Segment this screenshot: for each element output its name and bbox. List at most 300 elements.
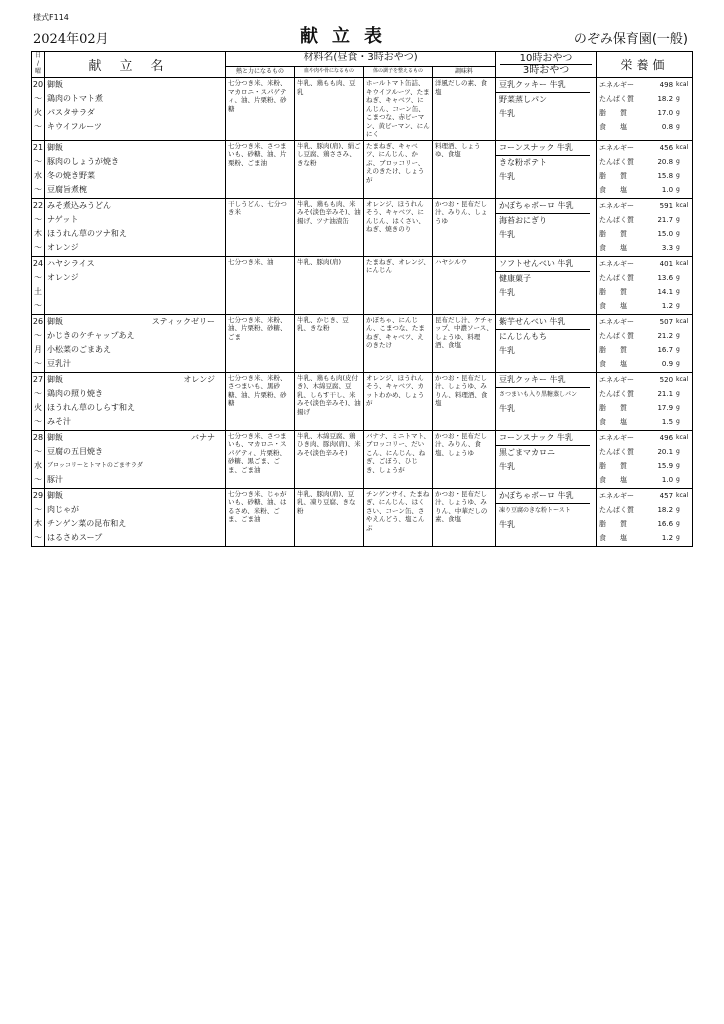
day-sep: 〜 xyxy=(34,416,42,426)
dish-name: オレンジ xyxy=(47,272,79,282)
ing-seasoning-cell: ハヤシルウ xyxy=(433,256,496,314)
snack-am: 豆乳クッキー 牛乳 xyxy=(496,373,590,388)
nutrient-unit: g xyxy=(676,95,680,102)
nutrient-label: エネルギー xyxy=(599,201,635,210)
nutrient-unit: g xyxy=(676,403,680,411)
day-row xyxy=(32,314,693,372)
dish-name: 鶏肉の照り焼き xyxy=(47,388,103,398)
weekday: 木 xyxy=(34,518,42,528)
dish-name: みそ汁 xyxy=(47,416,71,426)
day-row xyxy=(32,488,693,546)
menu-rows xyxy=(32,78,693,547)
nutrition-line xyxy=(597,120,692,134)
snack-cell xyxy=(496,198,597,256)
ing-protein-cell: 牛乳、豚肉(肩)、豆乳、凍り豆腐、きな粉 xyxy=(295,488,364,546)
nutrient-value: 0.8 xyxy=(661,123,674,131)
nutrient-label: 食 塩 xyxy=(599,301,628,310)
dish-line xyxy=(45,169,225,183)
dish-line xyxy=(45,315,225,329)
nutrient-unit: g xyxy=(676,157,680,165)
weekday: 火 xyxy=(34,402,42,412)
snack-cell xyxy=(496,140,597,198)
day-cell xyxy=(32,78,45,141)
snack-pm-drink: 牛乳 xyxy=(499,461,516,471)
dish-line xyxy=(45,517,225,531)
day-number: 29 xyxy=(32,490,44,500)
nutrition-line xyxy=(597,213,692,227)
snack-pm-drink: 牛乳 xyxy=(499,519,516,529)
nutrient-label: たんぱく質 xyxy=(599,215,635,224)
nutrition-line xyxy=(597,257,692,271)
day-number: 27 xyxy=(32,374,44,384)
dish-line xyxy=(45,531,225,545)
dish-name: 御飯 xyxy=(47,142,63,152)
nutrient-unit: g xyxy=(676,533,680,541)
nutrition-line xyxy=(597,489,692,503)
day-sep: 〜 xyxy=(34,300,42,310)
day-sep: 〜 xyxy=(34,358,42,368)
nutrition-cell xyxy=(597,372,693,430)
day-sep: 〜 xyxy=(34,504,42,514)
dish-line xyxy=(45,241,225,255)
nutrient-label: 食 塩 xyxy=(599,243,628,252)
day-cell xyxy=(32,140,45,198)
nutrient-label: エネルギー xyxy=(599,143,635,152)
nutrition-header: 栄養価 xyxy=(597,52,693,78)
nutrition-line xyxy=(597,503,692,517)
nutrient-label: 脂 質 xyxy=(599,461,628,470)
snack-am: コーンスナック 牛乳 xyxy=(496,431,590,446)
nutrient-unit: g xyxy=(676,215,680,223)
menu-table xyxy=(31,51,693,547)
nutrient-label: 食 塩 xyxy=(599,185,628,194)
nutrition-cell xyxy=(597,256,693,314)
nutrient-label: 脂 質 xyxy=(599,345,628,354)
dish-line xyxy=(45,183,225,197)
ing-vitamin-cell: かぼちゃ、にんじん、こまつな、たまねぎ、キャベツ、えのきたけ xyxy=(364,314,433,372)
snack-cell xyxy=(496,314,597,372)
nutrient-unit: g xyxy=(676,273,680,281)
nutrient-value: 1.0 xyxy=(661,475,674,484)
ing-protein-cell: 牛乳、豚肉(肩) xyxy=(295,256,364,314)
nutrient-label: たんぱく質 xyxy=(599,389,635,398)
dish-name: みそ煮込みうどん xyxy=(47,200,111,210)
nutrition-line xyxy=(597,445,692,459)
dishes-cell xyxy=(45,430,226,488)
day-header-label: 日 / 曜 xyxy=(34,52,41,75)
ing-seasoning-cell: 昆布だし汁、ケチャップ、中濃ソース、しょうゆ、料理酒、食塩 xyxy=(433,314,496,372)
nutrient-value: 21.2 xyxy=(657,331,674,340)
dish-name: はるさめスープ xyxy=(47,532,103,542)
nutrient-value: 3.3 xyxy=(661,243,674,252)
dish-name: ナゲット xyxy=(47,214,79,224)
dish-line xyxy=(45,459,225,473)
ing-protein-cell: 牛乳、かじき、豆乳、きな粉 xyxy=(295,314,364,372)
dish-line xyxy=(45,213,225,227)
ing-seasoning-cell: かつお・昆布だし汁、しょうゆ、みりん、中華だしの素、食塩 xyxy=(433,488,496,546)
nutrient-label: 食 塩 xyxy=(599,359,628,368)
day-sep: 〜 xyxy=(34,272,42,282)
day-sep: 〜 xyxy=(34,532,42,542)
dishes-cell xyxy=(45,198,226,256)
weekday: 木 xyxy=(34,228,42,238)
snack-pm-drink: 牛乳 xyxy=(499,345,516,355)
school-name: のぞみ保育園(一般) xyxy=(573,32,688,47)
snack-am: かぼちゃボーロ 牛乳 xyxy=(496,199,590,214)
nutrient-unit: g xyxy=(676,389,680,397)
weekday: 月 xyxy=(34,344,42,354)
nutrient-unit: g xyxy=(676,171,680,179)
form-number: 様式F114 xyxy=(33,13,69,22)
snack-header xyxy=(496,52,597,78)
nutrition-line xyxy=(597,387,692,401)
ing-protein-cell: 牛乳、豚肉(肩)、絹ごし豆腐、鶏ささみ、きな粉 xyxy=(295,140,364,198)
snack-pm: 黒ごまマカロニ xyxy=(499,447,556,457)
nutrient-unit: kcal xyxy=(676,259,689,267)
snack-am-header: 10時おやつ xyxy=(500,53,592,65)
weekday: 土 xyxy=(34,286,42,296)
nutrition-line xyxy=(597,183,692,197)
nutrient-value: 520 xyxy=(659,375,674,384)
dish-name: 御飯 xyxy=(47,490,63,500)
dish-line xyxy=(45,387,225,401)
nutrient-value: 1.0 xyxy=(661,185,674,194)
nutrient-unit: g xyxy=(676,461,680,469)
snack-am: ソフトせんべい 牛乳 xyxy=(496,257,590,272)
nutrient-value: 20.1 xyxy=(657,447,674,456)
dish-name: 御飯 xyxy=(47,374,63,384)
menu-name-header: 献立名 xyxy=(45,52,226,78)
nutrient-unit: g xyxy=(676,417,680,425)
day-sep: 〜 xyxy=(34,184,42,194)
nutrient-label: 脂 質 xyxy=(599,171,628,180)
dish-name: ハヤシライス xyxy=(47,258,95,268)
dish-line xyxy=(45,473,225,487)
dishes-cell xyxy=(45,314,226,372)
nutrition-line xyxy=(597,271,692,285)
snack-cell xyxy=(496,256,597,314)
day-sep: 〜 xyxy=(34,388,42,398)
nutrient-unit: g xyxy=(676,185,680,193)
nutrient-label: 脂 質 xyxy=(599,287,628,296)
nutrient-label: エネルギー xyxy=(599,259,635,268)
snack-pm-header: 3時おやつ xyxy=(522,65,570,76)
weekday: 水 xyxy=(34,170,42,180)
nutrient-unit: kcal xyxy=(676,317,689,325)
dish-extra: スティックゼリー xyxy=(151,316,215,326)
dish-name: 肉じゃが xyxy=(47,504,79,514)
ing-seasoning-cell: 料理酒、しょうゆ、食塩 xyxy=(433,140,496,198)
snack-pm-drink: 牛乳 xyxy=(499,403,516,413)
dish-line xyxy=(45,329,225,343)
dish-line xyxy=(45,503,225,517)
dish-name: オレンジ xyxy=(47,242,79,252)
day-sep: 〜 xyxy=(34,474,42,484)
dishes-cell xyxy=(45,488,226,546)
snack-pm: 健康菓子 xyxy=(499,273,532,283)
snack-am: コーンスナック 牛乳 xyxy=(496,141,590,156)
dish-name: チンゲン菜の昆布和え xyxy=(47,518,127,528)
nutrient-unit: g xyxy=(676,109,680,116)
snack-am: かぼちゃボーロ 牛乳 xyxy=(496,489,590,504)
dish-line xyxy=(45,285,225,299)
snack-pm-drink: 牛乳 xyxy=(499,229,516,239)
dish-name: 冬の焼き野菜 xyxy=(47,170,95,180)
dish-name: ブロッコリーとトマトのごまサラダ xyxy=(47,461,143,469)
nutrient-unit: g xyxy=(676,331,680,339)
nutrient-label: 脂 質 xyxy=(599,229,628,238)
day-number: 20 xyxy=(32,80,44,89)
dish-name: 豆腐旨煮椀 xyxy=(47,184,87,194)
nutrient-label: 食 塩 xyxy=(599,533,628,542)
ingredients-header: 材料名(昼食・3時おやつ) xyxy=(226,52,496,67)
dish-line xyxy=(45,155,225,169)
ing-col-vitamin: 体の調子を整えるもの xyxy=(364,66,433,77)
dish-line xyxy=(45,357,225,371)
nutrition-line xyxy=(597,241,692,255)
dish-name: 豆腐の五目焼き xyxy=(47,446,103,456)
nutrient-value: 21.1 xyxy=(657,389,674,398)
nutrient-value: 1.2 xyxy=(661,533,674,542)
nutrient-unit: g xyxy=(676,301,680,309)
nutrient-label: エネルギー xyxy=(599,81,635,89)
nutrient-value: 496 xyxy=(659,433,674,442)
nutrient-value: 18.2 xyxy=(657,505,674,514)
nutrient-unit: g xyxy=(676,229,680,237)
nutrition-line xyxy=(597,473,692,487)
nutrient-label: たんぱく質 xyxy=(599,331,635,340)
dishes-cell xyxy=(45,256,226,314)
nutrient-label: エネルギー xyxy=(599,317,635,326)
nutrition-line xyxy=(597,169,692,183)
snack-pm-drink: 牛乳 xyxy=(499,287,516,297)
nutrient-value: 507 xyxy=(659,317,674,326)
nutrient-value: 591 xyxy=(659,201,674,210)
day-row xyxy=(32,78,693,141)
snack-am: 豆乳クッキー 牛乳 xyxy=(496,78,590,93)
nutrient-value: 457 xyxy=(659,491,674,500)
nutrition-line xyxy=(597,92,692,106)
snack-pm: 凍り豆腐のきな粉トースト xyxy=(499,506,571,514)
ing-seasoning-cell: かつお・昆布だし汁、しょうゆ、みりん、料理酒、食塩 xyxy=(433,372,496,430)
snack-cell xyxy=(496,78,597,141)
nutrient-label: たんぱく質 xyxy=(599,95,635,103)
day-number: 21 xyxy=(32,142,44,152)
ing-col-protein: 血や肉や骨になるもの xyxy=(295,66,364,77)
dish-name: 豆乳汁 xyxy=(47,358,71,368)
weekday: 水 xyxy=(34,460,42,470)
nutrition-line xyxy=(597,415,692,429)
nutrient-value: 456 xyxy=(659,143,674,152)
menu-month: 2024年02月 xyxy=(33,32,109,47)
dish-name: 小松菜のごまあえ xyxy=(47,344,111,354)
dish-line xyxy=(45,431,225,445)
nutrient-value: 15.9 xyxy=(657,461,674,470)
nutrition-line xyxy=(597,227,692,241)
snack-am: 紫芋せんべい 牛乳 xyxy=(496,315,590,330)
nutrient-label: エネルギー xyxy=(599,491,635,500)
nutrient-value: 17.9 xyxy=(657,403,674,412)
nutrient-label: 脂 質 xyxy=(599,519,628,528)
day-sep: 〜 xyxy=(34,94,42,103)
nutrient-label: たんぱく質 xyxy=(599,505,635,514)
dishes-cell xyxy=(45,372,226,430)
nutrient-unit: kcal xyxy=(676,143,689,151)
nutrition-line xyxy=(597,141,692,155)
ing-vitamin-cell: オレンジ、ほうれんそう、キャベツ、カットわかめ、しょうが xyxy=(364,372,433,430)
nutrient-value: 20.8 xyxy=(657,157,674,166)
dish-name: ほうれん草のツナ和え xyxy=(47,228,127,238)
nutrient-unit: g xyxy=(676,475,680,483)
day-number: 28 xyxy=(32,432,44,442)
dish-name: 豚汁 xyxy=(47,474,63,484)
nutrition-line xyxy=(597,373,692,387)
snack-cell xyxy=(496,430,597,488)
nutrient-unit: g xyxy=(676,345,680,353)
day-cell xyxy=(32,430,45,488)
dish-line xyxy=(45,445,225,459)
day-cell xyxy=(32,198,45,256)
nutrient-unit: kcal xyxy=(676,375,689,383)
nutrient-value: 14.1 xyxy=(657,287,674,296)
dish-name: 鶏肉のトマト煮 xyxy=(47,94,103,103)
nutrient-unit: g xyxy=(676,359,680,367)
nutrient-unit: g xyxy=(676,447,680,455)
dish-line xyxy=(45,106,225,120)
nutrition-cell xyxy=(597,140,693,198)
ing-energy-cell: 七分つき米、米粉、油、片栗粉、砂糖、ごま xyxy=(226,314,295,372)
weekday: 火 xyxy=(34,108,42,117)
nutrition-line xyxy=(597,299,692,313)
nutrition-line xyxy=(597,459,692,473)
dish-name: かじきのケチャップあえ xyxy=(47,330,135,340)
ing-vitamin-cell: チンゲンサイ、たまねぎ、にんじん、はくさい、コーン缶、さやえんどう、塩こんぶ xyxy=(364,488,433,546)
day-number: 26 xyxy=(32,316,44,326)
nutrition-line xyxy=(597,343,692,357)
nutrient-label: エネルギー xyxy=(599,375,635,384)
nutrient-value: 498 xyxy=(659,81,674,89)
nutrient-label: 食 塩 xyxy=(599,475,628,484)
snack-pm-drink: 牛乳 xyxy=(499,171,516,181)
day-sep: 〜 xyxy=(34,330,42,340)
dish-line xyxy=(45,257,225,271)
nutrient-label: たんぱく質 xyxy=(599,157,635,166)
snack-pm: きな粉ポテト xyxy=(499,157,548,167)
nutrient-value: 18.2 xyxy=(657,95,674,103)
day-cell xyxy=(32,372,45,430)
dish-name: 御飯 xyxy=(47,80,63,89)
nutrient-unit: g xyxy=(676,123,680,130)
ing-protein-cell: 牛乳、鶏もも肉、米みそ(淡色辛みそ)、油揚げ、ツナ油漬缶 xyxy=(295,198,364,256)
dish-line xyxy=(45,271,225,285)
dish-name: 御飯 xyxy=(47,432,63,442)
header-row-1 xyxy=(32,52,693,67)
nutrition-line xyxy=(597,401,692,415)
dish-extra: バナナ xyxy=(191,432,215,442)
ing-protein-cell: 牛乳、木綿豆腐、鶏ひき肉、豚肉(肩)、米みそ(淡色辛みそ) xyxy=(295,430,364,488)
dish-name: 御飯 xyxy=(47,316,63,326)
day-number: 24 xyxy=(32,258,44,268)
nutrient-label: たんぱく質 xyxy=(599,447,635,456)
day-header xyxy=(32,52,45,78)
nutrient-value: 401 xyxy=(659,259,674,268)
dish-line xyxy=(45,227,225,241)
dish-extra: オレンジ xyxy=(183,374,215,384)
dish-name: 豚肉のしょうが焼き xyxy=(47,156,119,166)
nutrition-cell xyxy=(597,78,693,141)
day-sep: 〜 xyxy=(34,214,42,224)
nutrition-line xyxy=(597,106,692,120)
day-row xyxy=(32,256,693,314)
ing-vitamin-cell: たまねぎ、オレンジ、にんじん xyxy=(364,256,433,314)
nutrient-label: エネルギー xyxy=(599,433,635,442)
snack-cell xyxy=(496,372,597,430)
ing-seasoning-cell: かつお・昆布だし汁、みりん、食塩、しょうゆ xyxy=(433,430,496,488)
nutrition-line xyxy=(597,78,692,92)
snack-pm: にんじんもち xyxy=(499,331,548,341)
snack-cell xyxy=(496,488,597,546)
dish-line xyxy=(45,401,225,415)
nutrition-cell xyxy=(597,430,693,488)
nutrient-value: 1.2 xyxy=(661,301,674,310)
ing-energy-cell: 七分つき米、油 xyxy=(226,256,295,314)
nutrient-label: 脂 質 xyxy=(599,109,628,117)
ing-energy-cell: 干しうどん、七分つき米 xyxy=(226,198,295,256)
ing-vitamin-cell: ホールトマト缶詰、キウイフルーツ、たまねぎ、キャベツ、にんじん、コーン缶、こまつな、赤ピーマン、黄ピーマン、にんにく xyxy=(364,78,433,141)
nutrient-label: 脂 質 xyxy=(599,403,628,412)
snack-pm: 野菜蒸しパン xyxy=(499,95,548,104)
day-row xyxy=(32,372,693,430)
ing-energy-cell: 七分つき米、さつまいも、砂糖、油、片栗粉、ごま油 xyxy=(226,140,295,198)
nutrient-value: 16.6 xyxy=(657,519,674,528)
nutrient-value: 21.7 xyxy=(657,215,674,224)
nutrition-cell xyxy=(597,488,693,546)
dish-line xyxy=(45,141,225,155)
nutrition-line xyxy=(597,285,692,299)
dishes-cell xyxy=(45,140,226,198)
nutrition-line xyxy=(597,199,692,213)
ing-protein-cell: 牛乳、鶏もも肉、豆乳 xyxy=(295,78,364,141)
ing-vitamin-cell: たまねぎ、キャベツ、にんじん、かぶ、ブロッコリー、えのきたけ、しょうが xyxy=(364,140,433,198)
nutrient-unit: g xyxy=(676,287,680,295)
nutrition-line xyxy=(597,155,692,169)
nutrient-value: 15.0 xyxy=(657,229,674,238)
dish-line xyxy=(45,120,225,134)
nutrient-unit: kcal xyxy=(676,433,689,441)
nutrition-line xyxy=(597,517,692,531)
nutrition-line xyxy=(597,531,692,545)
dish-line xyxy=(45,92,225,106)
dish-line xyxy=(45,199,225,213)
ing-col-seasoning: 調味料 xyxy=(433,66,496,77)
dish-line xyxy=(45,78,225,92)
ing-energy-cell: 七分つき米、米粉、マカロニ・スパゲティ、油、片栗粉、砂糖 xyxy=(226,78,295,141)
nutrient-unit: kcal xyxy=(676,491,689,499)
nutrient-unit: g xyxy=(676,243,680,251)
dish-name: ほうれん草のしらす和え xyxy=(47,402,135,412)
nutrient-value: 17.0 xyxy=(657,109,674,117)
snack-pm: 海苔おにぎり xyxy=(499,215,548,225)
dish-line xyxy=(45,373,225,387)
ing-seasoning-cell: かつお・昆布だし汁、みりん、しょうゆ xyxy=(433,198,496,256)
snack-pm: さつまいも入り黒糖蒸しパン xyxy=(499,390,578,398)
dish-line xyxy=(45,343,225,357)
day-row xyxy=(32,430,693,488)
dish-line xyxy=(45,415,225,429)
day-cell xyxy=(32,488,45,546)
ing-energy-cell: 七分つき米、じゃがいも、砂糖、油、はるさめ、米粉、ごま、ごま油 xyxy=(226,488,295,546)
nutrient-value: 16.7 xyxy=(657,345,674,354)
